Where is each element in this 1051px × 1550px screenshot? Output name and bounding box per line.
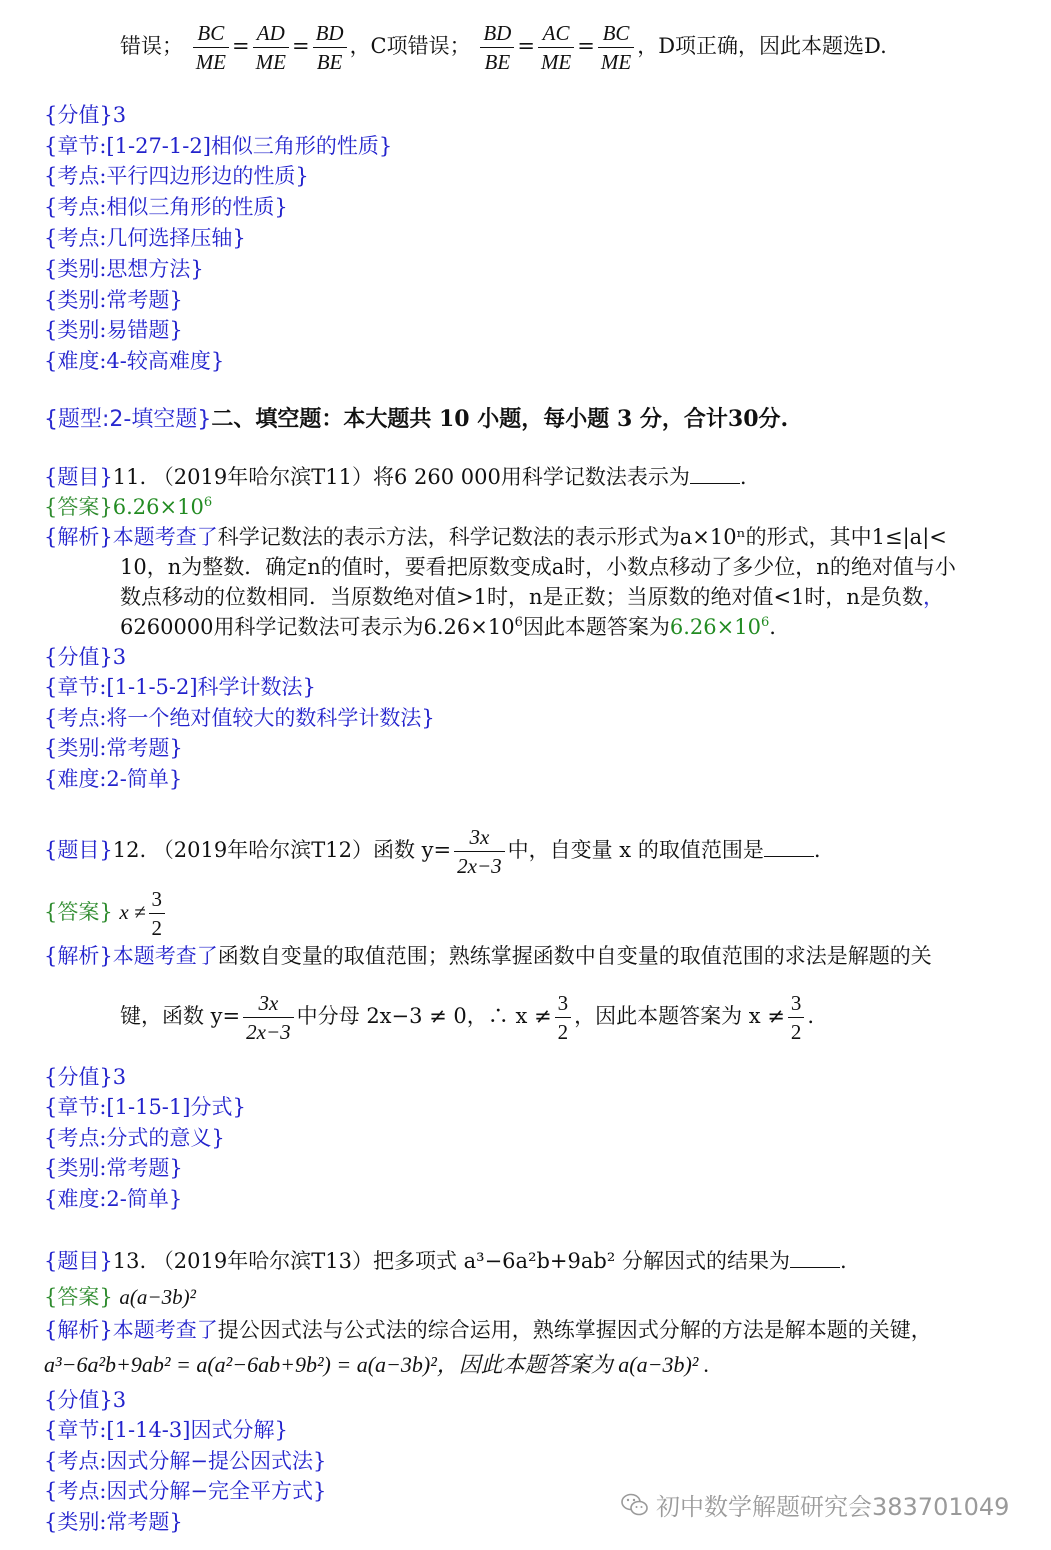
denominator: 2 <box>790 1020 802 1044</box>
numerator: 3x <box>243 989 294 1018</box>
text: ，C项错误； <box>349 34 471 58</box>
denominator: BE <box>484 50 511 74</box>
meta-difficulty: {难度:4-较高难度} <box>44 349 225 373</box>
fraction <box>788 989 805 1046</box>
analysis-text: 科学记数法的表示方法，科学记数法的表示形式为a×10ⁿ的形式，其中1≤|a|< <box>217 525 947 549</box>
fraction <box>555 989 572 1046</box>
text: 中分母 2x−3 ≠ 0，∴ x ≠ <box>296 1004 552 1028</box>
question-text: 13. （2019年哈尔滨T13）把多项式 a³−6a²b+9ab² 分解因式的结果为 <box>112 1249 790 1273</box>
watermark <box>620 1487 1009 1522</box>
question-text: 中，自变量 x 的取值范围是 <box>507 838 764 862</box>
section-title: 二、填空题：本大题共 10 小题，每小题 3 分，合计30分. <box>211 406 789 432</box>
answer-blank <box>690 463 740 484</box>
denominator: 2x−3 <box>457 854 502 878</box>
question-tag: {题目} <box>44 1249 113 1273</box>
meta-chapter: {章节:[1-1-5-2]科学计数法} <box>44 675 316 699</box>
meta-category: {类别:常考题} <box>44 1510 183 1534</box>
question-text: 12. （2019年哈尔滨T12）函数 y= <box>112 838 452 862</box>
numerator: 3 <box>555 989 572 1018</box>
answer-value: a(a−3b)² <box>119 1285 196 1309</box>
analysis-lead: 本题考查了 <box>112 944 218 968</box>
answer-tag: {答案} <box>44 495 113 519</box>
meta-chapter: {章节:[1-14-3]因式分解} <box>44 1418 288 1442</box>
meta-score: {分值}3 <box>44 103 127 127</box>
meta-keypoint: {考点:相似三角形的性质} <box>44 195 288 219</box>
text: 键，函数 y= <box>120 1004 241 1028</box>
analysis-text: 数点移动的位数相同．当原数绝对值>1时，n是正数；当原数的绝对值<1时，n是负数 <box>120 585 923 609</box>
q11-answer <box>44 492 212 522</box>
answer-highlight <box>670 615 769 639</box>
meta-difficulty: {难度:2-简单} <box>44 1187 183 1211</box>
fraction <box>253 19 289 76</box>
q12-analysis-l1 <box>44 941 932 971</box>
meta-difficulty: {难度:2-简单} <box>44 767 183 791</box>
meta-category: {类别:思想方法} <box>44 257 204 281</box>
numerator: BD <box>313 19 347 48</box>
meta-keypoint: {考点:因式分解−完全平方式} <box>44 1479 327 1503</box>
q11-analysis-l4 <box>120 612 776 642</box>
numerator: BC <box>193 19 229 48</box>
denominator: ME <box>255 50 286 74</box>
text: 错误； <box>120 34 183 58</box>
text: ，D项正确，因此本题选D. <box>637 34 887 58</box>
analysis-lead: 本题考查了 <box>112 525 218 549</box>
fraction <box>149 885 166 942</box>
analysis-tag: {解析} <box>44 1318 113 1342</box>
numerator: BC <box>598 19 634 48</box>
question-tag: {题目} <box>44 838 113 862</box>
answer-blank <box>764 836 814 857</box>
q11-analysis-l2: 10，n为整数．确定n的值时，要看把原数变成a时，小数点移动了多少位，n的绝对值与小 <box>120 555 956 579</box>
answer-tag: {答案} <box>44 1285 113 1309</box>
q11-question <box>44 462 747 492</box>
meta-score: {分值}3 <box>44 1388 127 1412</box>
fraction <box>193 19 229 76</box>
numerator: AC <box>538 19 574 48</box>
text: 6260000用科学记数法可表示为6.26×10 <box>120 615 515 639</box>
q11-analysis-l3 <box>120 582 944 612</box>
text: . <box>839 1249 847 1273</box>
fraction <box>454 823 505 880</box>
meta-keypoint: {考点:几何选择压轴} <box>44 226 246 250</box>
meta-chapter: {章节:[1-27-1-2]相似三角形的性质} <box>44 134 393 158</box>
fraction <box>598 19 634 76</box>
denominator: 2 <box>151 916 163 940</box>
text: 6.26×10 <box>669 615 761 639</box>
text: . <box>769 615 776 639</box>
q12-analysis-l2 <box>120 988 814 1046</box>
answer-tag: {答案} <box>44 900 113 924</box>
q13-analysis-l1 <box>44 1315 932 1345</box>
numerator: BD <box>480 19 514 48</box>
watermark-text: 初中数学解题研究会383701049 <box>656 1493 1010 1521</box>
q12-answer <box>44 884 168 942</box>
denominator: ME <box>540 50 572 74</box>
analysis-lead: 本题考查了 <box>112 1318 218 1342</box>
numerator: 3 <box>788 989 805 1018</box>
q13-question <box>44 1246 847 1276</box>
denominator: ME <box>600 50 632 74</box>
meta-keypoint: {考点:分式的意义} <box>44 1126 225 1150</box>
text: . <box>807 1004 815 1028</box>
analysis-text: 提公因式法与公式法的综合运用，熟练掌握因式分解的方法是解本题的关键， <box>217 1318 932 1342</box>
meta-category: {类别:常考题} <box>44 736 183 760</box>
text: 6.26×10 <box>112 495 204 519</box>
denominator: BE <box>316 50 343 74</box>
meta-keypoint: {考点:因式分解−提公因式法} <box>44 1449 327 1473</box>
fraction <box>480 19 514 76</box>
meta-chapter: {章节:[1-15-1]分式} <box>44 1095 246 1119</box>
question-text: 11. （2019年哈尔滨T11）将6 260 000用科学记数法表示为 <box>112 465 690 489</box>
meta-keypoint: {考点:平行四边形边的性质} <box>44 164 309 188</box>
text: ，因此本题答案为 x ≠ <box>574 1004 785 1028</box>
fraction <box>538 19 574 76</box>
q11-analysis-l1 <box>44 522 947 552</box>
q13-answer <box>44 1282 196 1312</box>
question-tag: {题目} <box>44 465 113 489</box>
answer-value <box>113 495 212 519</box>
numerator: 3 <box>149 885 166 914</box>
analysis-tag: {解析} <box>44 525 113 549</box>
meta-category: {类别:常考题} <box>44 1156 183 1180</box>
section-type-tag: {题型:2-填空题} <box>44 407 212 432</box>
answer-value: x ≠ <box>119 900 146 924</box>
analysis-tag: {解析} <box>44 944 113 968</box>
exponent: 6 <box>514 615 523 630</box>
q12-question <box>44 822 821 880</box>
exponent: 6 <box>203 495 213 510</box>
denominator: 2x−3 <box>246 1020 291 1044</box>
text: . <box>813 838 821 862</box>
denominator: 2 <box>557 1020 569 1044</box>
q13-analysis-l2: a³−6a²b+9ab² = a(a²−6ab+9b²) = a(a−3b)²，因此本题答案为 a(a−3b)² . <box>44 1352 710 1377</box>
meta-score: {分值}3 <box>44 1065 127 1089</box>
text: ， <box>922 585 944 609</box>
numerator: 3x <box>454 823 505 852</box>
prev-analysis-tail: 错误； $\frac{BC}{ME}$ = $\frac{AD}{ME}$ = $\frac{BD}{BE}$ ，C项错误； $\frac{BD}{BE}$ = $\frac{AC}{ME}$ = $\frac{BC}{ME}$ ，D项正确，因此本题选D. <box>120 21 887 74</box>
meta-keypoint: {考点:将一个绝对值较大的数科学计数法} <box>44 706 435 730</box>
numerator: AD <box>253 19 289 48</box>
denominator: ME <box>195 50 227 74</box>
wechat-icon <box>620 1492 650 1518</box>
fraction <box>313 19 347 76</box>
meta-score: {分值}3 <box>44 645 127 669</box>
text: 因此本题答案为 <box>522 615 670 639</box>
answer-blank <box>790 1247 840 1268</box>
fraction <box>243 989 294 1046</box>
meta-category: {类别:常考题} <box>44 288 183 312</box>
section-header <box>44 404 788 435</box>
exponent: 6 <box>760 615 770 630</box>
meta-category: {类别:易错题} <box>44 318 183 342</box>
text: . <box>739 465 747 489</box>
analysis-text: 函数自变量的取值范围；熟练掌握函数中自变量的取值范围的求法是解题的关 <box>217 944 932 968</box>
